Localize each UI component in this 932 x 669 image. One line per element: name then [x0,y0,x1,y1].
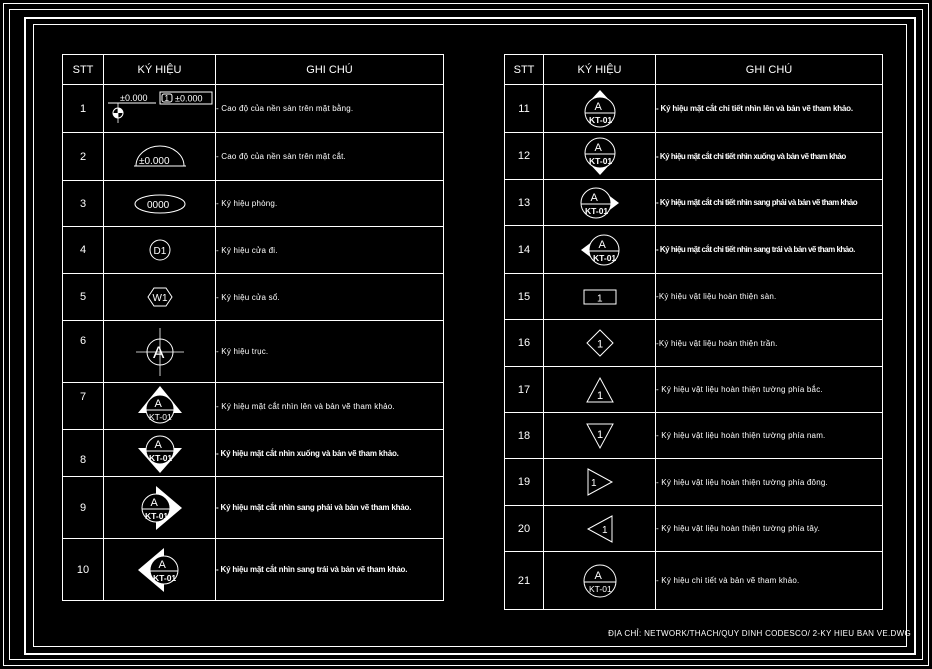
row-number: 2 [63,133,104,181]
symbol-cell [104,321,216,383]
row-number: 9 [63,477,104,539]
note-text: - Cao độ của nền sàn trên mặt bằng. [216,85,444,133]
table-row [505,367,883,413]
file-path-note: ĐỊA CHỈ: NETWORK/THACH/QUY DINH CODESCO/ 2-KY HIEU BAN VE.DWG [608,629,911,638]
symbol-cell [104,383,216,430]
table-row [63,85,444,133]
note-text: - Ký hiệu mặt cắt nhìn lên và bản vẽ tham khảo. [216,383,444,430]
wall-west-symbol [585,514,615,544]
window-text: W1 [152,293,167,304]
symbol-cell [104,477,216,539]
symbol-cell [104,430,216,477]
detail-left-symbol [577,231,623,269]
sheet-ref: KT-01 [588,114,612,125]
section-right-symbol [136,482,184,534]
table-row [505,413,883,459]
sheet-ref: KT-01 [584,205,608,216]
grid-axis-symbol [132,324,188,380]
symbol-cell [104,181,216,227]
sheet-ref: KT-01 [588,156,612,166]
note-text: - Ký hiệu mặt cắt nhìn sang phải và bản vẽ tham khảo. [216,477,444,539]
symbol-cell [544,133,656,180]
section-down-symbol [134,432,186,474]
note-text: - Ký hiệu vật liệu hoàn thiện tường phía nam. [656,413,883,459]
row-number: 15 [505,274,544,320]
section-letter: A [154,439,162,451]
wall-south-symbol [585,422,615,450]
symbol-cell [544,226,656,274]
note-text: - Ký hiệu vật liệu hoàn thiện tường phía tây. [656,506,883,552]
note-header: GHI CHÚ [656,55,883,85]
table-row [63,383,444,430]
section-letter: A [598,238,606,251]
section-letter: A [594,569,602,582]
door-text: D1 [153,246,166,257]
table-row [63,227,444,274]
note-text: - Ký hiệu cửa đi. [216,227,444,274]
row-number: 20 [505,506,544,552]
symbol-cell [104,274,216,321]
section-letter: A [154,398,162,410]
sheet-ref: KT-01 [152,572,176,583]
level-plan-symbol [106,89,214,129]
row-number: 8 [63,430,104,477]
table-row [505,459,883,506]
row-number: 12 [505,133,544,180]
table-row [505,85,883,133]
stt-header: STT [505,55,544,85]
table-header-row [63,55,444,85]
table-row [63,477,444,539]
ceiling-finish-symbol [585,328,615,358]
table-row [505,274,883,320]
section-letter: A [150,496,158,509]
floor-finish-symbol [583,288,617,306]
finish-code: 1 [596,428,603,441]
note-text: - Ký hiệu vật liệu hoàn thiện tường phía bắc. [656,367,883,413]
row-number: 3 [63,181,104,227]
table-row [505,133,883,180]
row-number: 5 [63,274,104,321]
symbol-cell [544,459,656,506]
table-row [505,320,883,367]
note-text: - Ký hiệu vật liệu hoàn thiện tường phía đông. [656,459,883,506]
symbol-table-right [504,54,883,610]
note-text: -Ký hiệu vật liệu hoàn thiện trần. [656,320,883,367]
symbol-cell [104,227,216,274]
row-number: 14 [505,226,544,274]
detail-right-symbol [577,184,623,222]
note-text: - Ký hiệu mặt cắt nhìn sang trái và bản vẽ tham khảo. [216,539,444,601]
finish-code: 1 [596,293,603,304]
row-number: 7 [63,383,104,430]
row-number: 1 [63,85,104,133]
level-section-symbol [130,142,190,172]
row-number: 21 [505,552,544,610]
symbol-cell [544,413,656,459]
level-value-text: ±0.000 [174,93,202,103]
sheet-ref: KT-01 [148,412,172,422]
symbol-cell [104,85,216,133]
symbol-cell [544,367,656,413]
note-text: - Ký hiệu mặt cắt chi tiết nhìn sang trái và bản vẽ tham khảo. [656,226,883,274]
section-letter: A [158,558,166,571]
sheet-ref: KT-01 [144,510,168,521]
symbol-cell [104,539,216,601]
section-up-symbol [134,385,186,427]
sheet-ref: KT-01 [588,583,612,594]
table-row [505,226,883,274]
section-letter: A [590,191,598,204]
table-row [63,539,444,601]
symbol-cell [544,320,656,367]
detail-ref-symbol [582,563,618,599]
axis-text: A [152,342,164,362]
note-text: - Ký hiệu cửa sổ. [216,274,444,321]
symbol-table-left [62,54,444,601]
level-text: ±0.000 [119,92,147,103]
row-number: 11 [505,85,544,133]
finish-code: 1 [601,524,608,536]
symbol-cell [544,85,656,133]
table-row [63,430,444,477]
wall-north-symbol [585,376,615,404]
sheet-ref: KT-01 [148,453,172,463]
finish-code: 1 [596,338,603,351]
window-tag-symbol [146,285,174,309]
wall-east-symbol [585,467,615,497]
note-text: - Ký hiệu trục. [216,321,444,383]
section-letter: A [594,142,602,154]
table-row [63,133,444,181]
row-number: 19 [505,459,544,506]
room-tag-symbol [133,193,187,215]
row-number: 6 [63,321,104,383]
section-left-symbol [136,544,184,596]
level-text: ±0.000 [138,155,170,167]
finish-code: 1 [596,389,603,402]
table-row [63,321,444,383]
detail-down-symbol [580,135,620,177]
note-text: - Ký hiệu chi tiết và bản vẽ tham khảo. [656,552,883,610]
table-row [63,181,444,227]
note-text: - Ký hiệu mặt cắt nhìn xuống và bản vẽ tham khảo. [216,430,444,477]
stt-header: STT [63,55,104,85]
finish-code: 1 [590,478,597,489]
note-text: - Cao độ của nền sàn trên mặt cắt. [216,133,444,181]
room-text: 0000 [146,199,169,211]
table-row [63,274,444,321]
table-header-row [505,55,883,85]
note-text: - Ký hiệu mặt cắt chi tiết nhìn lên và bản vẽ tham khảo. [656,85,883,133]
row-number: 18 [505,413,544,459]
table-row [505,180,883,226]
symbol-cell [544,552,656,610]
level-tag-text: 1 [164,93,169,103]
symbol-header: KÝ HIỆU [104,55,216,85]
note-header: GHI CHÚ [216,55,444,85]
note-text: - Ký hiệu mặt cắt chi tiết nhìn xuống và bản vẽ tham khảo [656,133,883,180]
row-number: 16 [505,320,544,367]
symbol-header: KÝ HIỆU [544,55,656,85]
row-number: 4 [63,227,104,274]
sheet-ref: KT-01 [592,252,616,263]
note-text: - Ký hiệu mặt cắt chi tiết nhìn sang phải và bản vẽ tham khảo [656,180,883,226]
detail-up-symbol [580,88,620,130]
symbol-cell [544,180,656,226]
symbol-cell [544,274,656,320]
row-number: 17 [505,367,544,413]
row-number: 13 [505,180,544,226]
table-row [505,552,883,610]
note-text: -Ký hiệu vật liệu hoàn thiện sàn. [656,274,883,320]
symbol-cell [104,133,216,181]
row-number: 10 [63,539,104,601]
door-tag-symbol [147,237,173,263]
table-row [505,506,883,552]
note-text: - Ký hiệu phòng. [216,181,444,227]
symbol-cell [544,506,656,552]
section-letter: A [594,100,602,113]
